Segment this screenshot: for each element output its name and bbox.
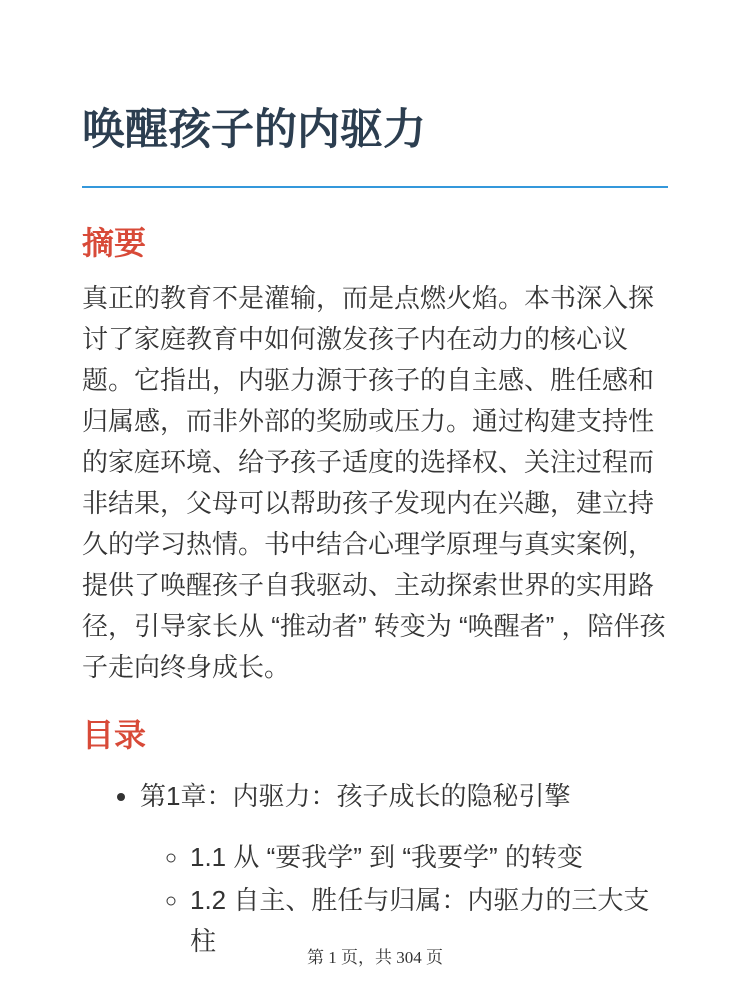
toc-section-item — [190, 837, 668, 878]
abstract-heading: 摘要 — [82, 225, 147, 261]
abstract-text: 真正的教育不是灌输，而是点燃火焰。本书深入探讨了家庭教育中如何激发孩子内在动力的核心议题。它指出，内驱力源于孩子的自主感、胜任感和归属感，而非外部的奖励或压力。通过构建支持性的家庭环境、给予孩子适度的选择权、关注过程而非结果，父母可以帮助孩子发现内在兴趣，建立持久的学习热情。书中结合心理学原理与真实案例，提供了唤醒孩子自我驱动、主动探索世界的实用路径，引导家长从 “推动者” 转变为 “唤醒者” ，陪伴孩子走向终身成长。 — [82, 283, 666, 682]
page-number: 第 1 页，共 304 页 — [307, 948, 443, 967]
toc-section-label: 1.2 自主、胜任与归属：内驱力的三大支柱 — [190, 885, 650, 956]
toc-sublist — [140, 837, 668, 962]
toc-heading: 目录 — [82, 717, 147, 753]
toc-list — [82, 776, 668, 962]
toc-chapter-label: 第1章：内驱力：孩子成长的隐秘引擎 — [140, 781, 571, 811]
toc-chapter-item — [140, 776, 668, 962]
page-title: 唤醒孩子的内驱力 — [82, 104, 668, 188]
toc-section-label: 1.1 从 “要我学” 到 “我要学” 的转变 — [190, 842, 583, 872]
